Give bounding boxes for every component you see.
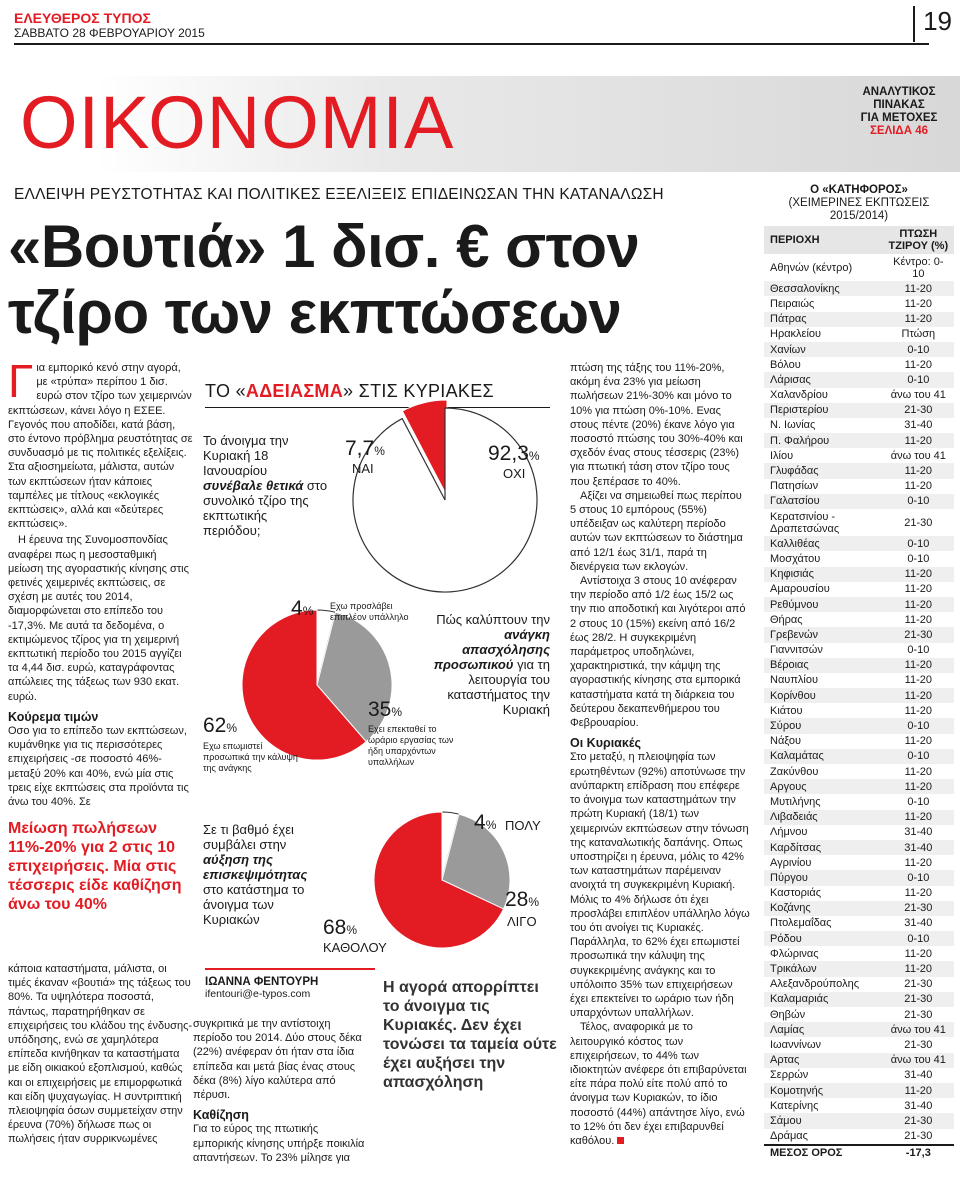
table-row: [764, 916, 954, 931]
table-row: [764, 627, 954, 642]
chart3-c-label: ΛΙΓΟ: [507, 914, 537, 929]
table-row: [764, 901, 954, 916]
table-row: [764, 673, 954, 688]
region-cell: Ζακύνθου: [770, 765, 819, 778]
table-row: [764, 433, 954, 448]
region-cell: Κερατσινίου - Δραπετσώνας: [770, 510, 840, 535]
header-rule: [14, 43, 929, 45]
reference-line: ΓΙΑ ΜΕΤΟΧΕΣ: [860, 112, 938, 124]
region-cell: Πειραιώς: [770, 297, 815, 310]
chart2-a-value: 62%: [203, 714, 238, 737]
region-cell: Σερρών: [770, 1069, 809, 1082]
reference-line: ΠΙΝΑΚΑΣ: [873, 99, 925, 111]
table-row: [764, 718, 954, 733]
region-cell: Περιστερίου: [764, 403, 883, 418]
decline-cell: άνω του 41: [890, 389, 946, 402]
decline-cell: 11-20: [904, 583, 932, 596]
question-emphasis: συνέβαλε θετικά: [203, 478, 304, 493]
pct: 62: [203, 714, 227, 737]
question-text: στο συνολικό τζίρο της εκπτωτικής περιόδου;: [203, 478, 328, 538]
chart2-c-value: 35%: [368, 698, 403, 721]
decline-cell: 0-10: [883, 870, 954, 885]
region-cell: Αμαρουσίου: [770, 583, 830, 596]
table-row: [764, 403, 954, 418]
decline-cell: 0-10: [883, 372, 954, 387]
table-row: [764, 612, 954, 627]
reference-line: ΑΝΑΛΥΤΙΚΟΣ: [862, 86, 936, 98]
decline-cell: 0-10: [883, 931, 954, 946]
article-column-1-continued: [8, 962, 193, 1147]
region-cell: Μυτιλήνης: [770, 795, 821, 808]
newspaper-name: ΕΛΕΥΘΕΡΟΣ ΤΥΠΟΣ: [14, 10, 151, 26]
table-title-block: [764, 184, 954, 223]
question-text: στο κατάστημα το άνοιγμα των Κυριακών: [203, 882, 305, 927]
issue-date: ΣΑΒΒΑΤΟ 28 ΦΕΒΡΟΥΑΡΙΟΥ 2015: [14, 26, 205, 40]
decline-cell: 11-20: [883, 1083, 954, 1098]
decline-cell: 0-10: [907, 644, 930, 657]
region-cell: Γαλατσίου: [764, 494, 883, 509]
chart2-b-label: Εχω προσλάβει επιπλέον υπάλληλο: [330, 601, 409, 622]
table-row: [764, 658, 954, 673]
decline-cell: 11-20: [904, 887, 932, 900]
decline-cell: 21-30: [883, 1113, 954, 1128]
decline-cell: 0-10: [883, 494, 954, 509]
region-cell: Κορίνθου: [764, 688, 883, 703]
table-row: [764, 494, 954, 509]
table-body: [764, 254, 954, 1161]
region-cell: Πάτρας: [764, 312, 883, 327]
decline-cell: άνω του 41: [890, 449, 946, 462]
region-cell: Γρεβενών: [764, 627, 883, 642]
decline-cell: 21-30: [904, 1038, 933, 1051]
region-table: [764, 184, 954, 1161]
pct: 4: [291, 597, 303, 620]
chart2-b-value: 4%: [291, 597, 314, 620]
table-row: [764, 448, 954, 463]
chart3-a-value: 68%: [323, 916, 358, 939]
decline-cell: Πτώση: [901, 328, 936, 341]
region-cell: Π. Φαλήρου: [764, 433, 883, 448]
pie-slice: [353, 408, 537, 592]
table-row: [764, 327, 954, 342]
region-cell: Λήμνου: [770, 826, 808, 839]
title-emphasis: ΑΔΕΙΑΣΜΑ: [245, 381, 344, 401]
pull-quote: Η αγορά απορρίπτει το άνοιγμα τις Κυριακές. Δεν έχει τονώσει τα ταμεία ούτε έχει αυξήσει την απασχόληση: [383, 979, 557, 1091]
table-row: [764, 372, 954, 387]
decline-cell: 21-30: [904, 1008, 933, 1021]
table-row: [764, 281, 954, 296]
table-row: [764, 1083, 954, 1098]
region-cell: Βέροιας: [764, 658, 883, 673]
chart3-c-value: 28%: [505, 888, 540, 911]
region-cell: Λιβαδειάς: [764, 810, 883, 825]
paragraph-text: Τέλος, αναφορικά με το λειτουργικό κόστος των επιχειρήσεων, το 44% των ιδιοκτητών ανέφερε ότι επιβαρύνεται είτε πάρα πολύ είτε πολύ από το άνοιγμα των Κυριακών, το ίδιο ποσοστό (44%) απάντησε λίγο, ενώ το 12% ότι δεν έχει επιβαρυνθεί καθόλου.: [570, 1021, 747, 1147]
stock-table-reference[interactable]: [840, 86, 958, 138]
table-row: [764, 597, 954, 612]
paragraph: κάποια καταστήματα, μάλιστα, οι τιμές έκαναν «βουτιά» της τάξεως του 80%. Τα υψηλότερα ποσοστά, πάντως, παρατηρήθηκαν σε επιχειρήσεις του κλάδου της ένδυσης-υπόδησης, ενώ σε χαμηλότερα επίπεδα κινήθηκαν τα καταστήματα με είδη οικιακού εξοπλισμού, καθώς και οι επιχειρήσεις με επιμορφωτικά και είδη ψυχαγωγίας. Η συντριπτική πλειοψηφία όσων συμμετείχαν στην έρευνα (70%) δήλωσε πως οι πωλήσεις ήταν συρρικνωμένες: [8, 963, 193, 1146]
table-row: [764, 1053, 954, 1068]
table-row: [764, 1037, 954, 1052]
region-cell: Ρεθύμνου: [764, 597, 883, 612]
table-row: [764, 794, 954, 809]
table-row: [764, 551, 954, 566]
table-row: [764, 342, 954, 357]
table-row: [764, 703, 954, 718]
decline-cell: 11-20: [904, 613, 932, 626]
table-row: [764, 1068, 954, 1083]
table-row: [764, 254, 954, 281]
paragraph: πτώση της τάξης του 11%-20%, ακόμη ένα 23% για μείωση πωλήσεων 21%-30% και μόνο το 10% για πτώση 0%-10%. Ενας στους πέντε (20%) έκανε λόγο για ποσοστό πτώσης του 30%-40% και σχεδόν ένας στους τέσσερις (23%) για πτωτική τάση στον τζίρο τους που ξεπέρασε το 40%.: [570, 362, 743, 488]
chart2-c-label: Εχει επεκταθεί το ωράριο εργασίας των ήδη υπαρχόντων υπαλλήλων: [368, 724, 454, 767]
table-header-row: [764, 226, 954, 254]
table-row: [764, 388, 954, 403]
region-cell: Λαμίας: [764, 1022, 883, 1037]
question-text: Σε τι βαθμό έχει συμβάλει στην: [203, 822, 294, 852]
table-row: [764, 1098, 954, 1113]
region-cell: Καλλιθέας: [764, 536, 883, 551]
region-cell: Ρόδου: [764, 931, 883, 946]
table-row: [764, 1113, 954, 1128]
table-row: [764, 312, 954, 327]
headline-line: «Βουτιά» 1 δισ. € στον: [8, 213, 640, 280]
total-label: ΜΕΣΟΣ ΟΡΟΣ: [764, 1145, 883, 1161]
paragraph: [570, 1020, 750, 1148]
decline-cell: 21-30: [883, 901, 954, 916]
region-cell: Κιάτου: [770, 704, 803, 717]
decline-cell: 11-20: [904, 765, 932, 778]
pct: 4: [474, 811, 486, 834]
table-total-row: [764, 1145, 954, 1161]
decline-cell: 11-20: [904, 735, 932, 748]
lead-paragraph: ια εμπορικό κενό στην αγορά, με «τρύπα» περίπου 1 δισ. ευρώ στον τζίρο των χειμερινών εκπτώσεων, κάνει λόγο η ΕΣΕΕ. Γεγονός που αποδίδει, κατά βάση, στο έντονο πρόβλημα ρευστότητας σε συνδυασμό με τις πολιτικές εξελίξεις. Στα αξιοσημείωτα, μάλιστα, αυτών των εκπτώσεων ήταν κάποιες ταμπέλες με τίτλους «εκλογικές εκπτώσεις», αλλά και «δεύτερες εκπτώσεις».: [8, 362, 193, 531]
region-cell: Χαλανδρίου: [770, 389, 828, 402]
region-cell: Αθηνών (κέντρο): [770, 261, 853, 274]
chart1-pie: [300, 400, 570, 600]
headline: [8, 214, 728, 346]
table-row: [764, 1022, 954, 1037]
region-cell: Σάμου: [764, 1113, 883, 1128]
chart1-no-label: ΟΧΙ: [503, 466, 526, 481]
decline-cell: 11-20: [883, 688, 954, 703]
chart1-yes-value: 7,7%: [345, 437, 385, 460]
region-cell: Φλώρινας: [770, 947, 819, 960]
chart3-a-label: ΚΑΘΟΛΟΥ: [323, 940, 387, 955]
question-emphasis: ανάγκη απασχόλησης προσωπικού: [433, 627, 550, 672]
region-cell: Θήρας: [770, 613, 803, 626]
region-cell: Πτολεμαΐδας: [770, 917, 832, 930]
decline-cell: 11-20: [904, 947, 932, 960]
decline-cell: 31-40: [883, 840, 954, 855]
decline-cell: 21-30: [883, 627, 954, 642]
chart3-question: [203, 822, 328, 927]
question-text: Το άνοιγμα την Κυριακή 18 Ιανουαρίου: [203, 433, 289, 478]
table-row: [764, 567, 954, 582]
region-cell: Αλεξανδρούπολης: [770, 978, 860, 991]
author-name: ΙΩΑΝΝΑ ΦΕΝΤΟΥΡΗ: [205, 976, 319, 988]
region-cell: Αγρινίου: [770, 856, 812, 869]
decline-cell: 21-30: [904, 1130, 933, 1143]
region-cell: Δράμας: [770, 1130, 808, 1143]
decline-cell: 0-10: [883, 536, 954, 551]
region-cell: Αργους: [764, 779, 883, 794]
decline-cell: 31-40: [904, 826, 933, 839]
table-row: [764, 886, 954, 901]
region-cell: Σύρου: [764, 718, 883, 733]
pull-quote: Μείωση πωλήσεων 11%-20% για 2 στις 10 επιχειρήσεις. Μία στις τέσσερις είδε καθίζηση άνω του 40%: [8, 820, 182, 914]
decline-cell: 31-40: [904, 419, 933, 432]
region-cell: Κοζάνης: [764, 901, 883, 916]
decline-cell: 11-20: [883, 779, 954, 794]
decline-cell: 11-20: [883, 810, 954, 825]
chart2-question: [432, 612, 550, 717]
table-row: [764, 418, 954, 433]
decline-cell: 0-10: [883, 718, 954, 733]
region-cell: Μοσχάτου: [770, 552, 821, 565]
table-row: [764, 536, 954, 551]
table-row: [764, 1129, 954, 1145]
decline-cell: 11-20: [883, 658, 954, 673]
yes-pct: 7,7: [345, 437, 375, 460]
table-row: [764, 1007, 954, 1022]
region-cell: Καλαμαριάς: [764, 992, 883, 1007]
table-row: [764, 992, 954, 1007]
region-cell: Βόλου: [770, 358, 801, 371]
table-row: [764, 931, 954, 946]
decline-cell: 11-20: [904, 480, 932, 493]
subheading: Καθίζηση: [193, 1108, 249, 1123]
decline-cell: 11-20: [883, 567, 954, 582]
table-row: [764, 779, 954, 794]
decline-cell: 21-30: [883, 403, 954, 418]
table-row: [764, 509, 954, 536]
decline-cell: 21-30: [904, 978, 933, 991]
decline-cell: 0-10: [907, 552, 930, 565]
region-cell: Θηβών: [770, 1008, 806, 1021]
chart-section-title: [205, 381, 494, 402]
decline-cell: 31-40: [904, 917, 933, 930]
decline-cell: 21-30: [883, 992, 954, 1007]
table: [764, 226, 954, 1161]
decline-cell: 11-20: [904, 358, 932, 371]
chart3-b-value: 4%: [474, 811, 497, 834]
decline-cell: 11-20: [883, 433, 954, 448]
table-row: [764, 764, 954, 779]
table-row: [764, 977, 954, 992]
reference-page: ΣΕΛΙΔΑ 46: [870, 125, 928, 137]
table-row: [764, 810, 954, 825]
decline-cell: 11-20: [883, 597, 954, 612]
subheading: Κούρεμα τιμών: [8, 709, 99, 724]
region-cell: Καλαμάτας: [764, 749, 883, 764]
table-title: Ο «ΚΑΤΗΦΟΡΟΣ»: [810, 184, 908, 196]
region-cell: Χανίων: [764, 342, 883, 357]
author-email[interactable]: ifentouri@e-typos.com: [205, 988, 311, 1000]
question-text: Πώς καλύπτουν την: [436, 612, 550, 627]
table-row: [764, 961, 954, 976]
region-cell: Νάξου: [770, 735, 802, 748]
decline-cell: 11-20: [904, 856, 932, 869]
table-row: [764, 946, 954, 961]
question-text: για τη λειτουργία του καταστήματος την Κυριακή: [447, 657, 550, 717]
no-pct: 92,3: [488, 442, 529, 465]
decline-cell: 11-20: [904, 297, 932, 310]
table-row: [764, 749, 954, 764]
decline-cell: Κέντρο: 0-10: [893, 255, 944, 280]
headline-line: τζίρο των εκπτώσεων: [8, 279, 622, 346]
decline-cell: 21-30: [904, 516, 933, 529]
region-cell: Λάρισας: [764, 372, 883, 387]
decline-cell: 11-20: [883, 312, 954, 327]
decline-cell: 0-10: [883, 749, 954, 764]
decline-cell: 11-20: [883, 281, 954, 296]
decline-cell: 0-10: [883, 342, 954, 357]
paragraph: Αξίζει να σημειωθεί πως περίπου 5 στους 10 εμπόρους (55%) υπέδειξαν ως καλύτερη περίοδο αυτών των εκπτώσεων το διάστημα από 12/1 έως 31/1, παρά τη διενέργεια των εκλογών.: [570, 489, 743, 573]
region-cell: Πατησίων: [770, 480, 819, 493]
region-cell: Καρδίτσας: [764, 840, 883, 855]
article-column-1: [8, 355, 193, 914]
title-part: » ΣΤΙΣ ΚΥΡΙΑΚΕΣ: [343, 381, 494, 401]
pct: 68: [323, 916, 347, 939]
decline-cell: άνω του 41: [883, 1053, 954, 1068]
region-cell: Ιωαννίνων: [770, 1038, 822, 1051]
paragraph: Η έρευνα της Συνομοσπονδίας αναφέρει πως η μεσοσταθμική μείωση της αγοραστικής κίνησης στις φετινές χειμερινές εκπτώσεις, σε σχέση με αυτές του 2014, διαμορφώνεται στο επίπεδο του -17,3%. Με αυτά τα δεδομένα, ο εκτιμώμενος τζίρος για τη χειμερινή εκπτωτική περίοδο του 2015 αγγίζει τα 4,44 δισ. ευρώ, καταγράφοντας απώλειες της τάξεως των 930 εκατ. ευρώ.: [8, 534, 189, 703]
title-part: ΤΟ «: [205, 381, 246, 401]
table-row: [764, 463, 954, 478]
region-cell: Καστοριάς: [770, 887, 822, 900]
paragraph: Αντίστοιχα 3 στους 10 ανέφεραν την περίοδο από 1/2 έως 15/2 ως την πιο αποδοτική και λιγότεροι από 2 στους 10 (15%) εκείνη από 16/2 έως 28/2. Η συγκεκριμένη παράμετρος υποδηλώνει, χαρακτηριστικά, την κάμψη της αγοραστικής κίνησης στα εμπορικά καταστήματα κατά τη διάρκεια του δεύτερου δεκαπενθήμερου του Φεβρουαρίου.: [570, 575, 746, 730]
chart3-b-label: ΠΟΛΥ: [505, 818, 541, 833]
drop-cap: Γ: [8, 355, 34, 407]
region-cell: Αρτας: [764, 1053, 883, 1068]
chart2-a-label: Εχω επωμιστεί προσωπικά την κάλυψη της ανάγκης: [203, 741, 298, 773]
kicker: ΕΛΛΕΙΨΗ ΡΕΥΣΤΟΤΗΤΑΣ ΚΑΙ ΠΟΛΙΤΙΚΕΣ ΕΞΕΛΙΞΕΙΣ ΕΠΙΔΕΙΝΩΣΑΝ ΤΗΝ ΚΑΤΑΝΑΛΩΣΗ: [14, 186, 664, 203]
region-cell: Πύργου: [764, 870, 883, 885]
region-cell: Ναυπλίου: [770, 674, 818, 687]
decline-cell: άνω του 41: [883, 1022, 954, 1037]
table-row: [764, 734, 954, 749]
byline: [205, 968, 375, 1000]
chart1-yes-label: ΝΑΙ: [352, 461, 374, 476]
table-row: [764, 643, 954, 658]
table-row: [764, 825, 954, 840]
end-mark-icon: [617, 1137, 624, 1144]
table-row: [764, 582, 954, 597]
table-row: [764, 870, 954, 885]
region-cell: Γιαννιτσών: [770, 644, 823, 657]
region-cell: Ν. Ιωνίας: [770, 419, 816, 432]
decline-cell: 0-10: [907, 795, 930, 808]
decline-cell: 11-20: [883, 961, 954, 976]
total-value: -17,3: [883, 1145, 954, 1161]
region-cell: Ηρακλείου: [770, 328, 822, 341]
decline-cell: 31-40: [904, 1099, 933, 1112]
decline-cell: 31-40: [904, 1069, 933, 1082]
pct: 35: [368, 698, 392, 721]
paragraph: Για το εύρος της πτωτικής εμπορικής κίνησης υπήρξε ποικιλία απαντήσεων. Το 23% μίλησε για: [193, 1123, 365, 1164]
table-row: [764, 688, 954, 703]
table-subtitle: (ΧΕΙΜΕΡΙΝΕΣ ΕΚΠΤΩΣΕΙΣ: [788, 197, 930, 209]
chart1-no-value: 92,3%: [488, 442, 540, 465]
region-cell: Γλυφάδας: [764, 463, 883, 478]
page-number: 19: [913, 6, 952, 42]
question-emphasis: αύξηση της επισκεψιμότητας: [203, 852, 308, 882]
paragraph: συγκριτικά με την αντίστοιχη περίοδο του 2014. Δύο στους δέκα (22%) ανέφεραν ότι ήταν στα ίδια επίπεδα και μετά βίας ένας στους δέκα (8%) λίγο καλύτερα από πέρυσι.: [193, 1018, 362, 1102]
region-cell: Τρικάλων: [764, 961, 883, 976]
region-cell: Ιλίου: [770, 449, 794, 462]
table-row: [764, 357, 954, 372]
region-cell: Θεσσαλονίκης: [764, 281, 883, 296]
table-row: [764, 840, 954, 855]
article-column-3: [570, 361, 750, 1148]
column-header: ΠΤΩΣΗ ΤΖΙΡΟΥ (%): [888, 228, 949, 252]
table-subtitle: 2015/2014): [829, 210, 889, 222]
column-header: ΠΕΡΙΟΧΗ: [770, 234, 820, 246]
region-cell: Κατερίνης: [770, 1099, 819, 1112]
decline-cell: 11-20: [883, 463, 954, 478]
table-row: [764, 855, 954, 870]
decline-cell: 11-20: [904, 704, 932, 717]
region-cell: Κομοτηνής: [764, 1083, 883, 1098]
subheading: Οι Κυριακές: [570, 736, 641, 751]
table-row: [764, 479, 954, 494]
article-column-2: [193, 1017, 371, 1165]
paragraph: Στο μεταξύ, η πλειοψηφία των ερωτηθέντων (92%) αποτύνωσε την ανύπαρκτη επίδραση που επέφερε το άνοιγμα των καταστημάτων την πρώτη Κυριακή (18/1) των χειμερινών εκπτώσεων στην τόνωση της καταναλωτικής δαπάνης. Οπως υποστηρίζει η έρευνα, μόλις το 42% των καταστημάτων παρέμειναν ανοιχτά τη συγκεκριμένη Κυριακή. Μόλις το 4% δήλωσε ότι έχει προσλάβει επιπλέον υπάλληλο λόγω του ότι ανοίγει τις Κυριακές. Παράλληλα, το 62% έχει επωμιστεί προσωπικά την κάλυψη της συγκεκριμένης ανάγκης και το υπόλοιπο 35% των επιχειρήσεων έχει επεκτείνει το ωράριο των ήδη υπαρχόντων υπαλλήλων.: [570, 751, 750, 1020]
region-cell: Κηφισιάς: [764, 567, 883, 582]
paragraph: Οσο για το επίπεδο των εκπτώσεων, κυμάνθηκε για τις περισσότερες επιχειρήσεις -σε ποσοστό 46%- μεταξύ 20% και 40%, ενώ μία στις τρεις είχε εκπτώσεις στα προϊόντα τις άνω του 40%. Σε: [8, 725, 189, 809]
table-row: [764, 296, 954, 311]
decline-cell: 11-20: [904, 674, 932, 687]
section-title: ΟΙΚΟΝΟΜΙΑ: [20, 81, 455, 164]
pct: 28: [505, 888, 529, 911]
